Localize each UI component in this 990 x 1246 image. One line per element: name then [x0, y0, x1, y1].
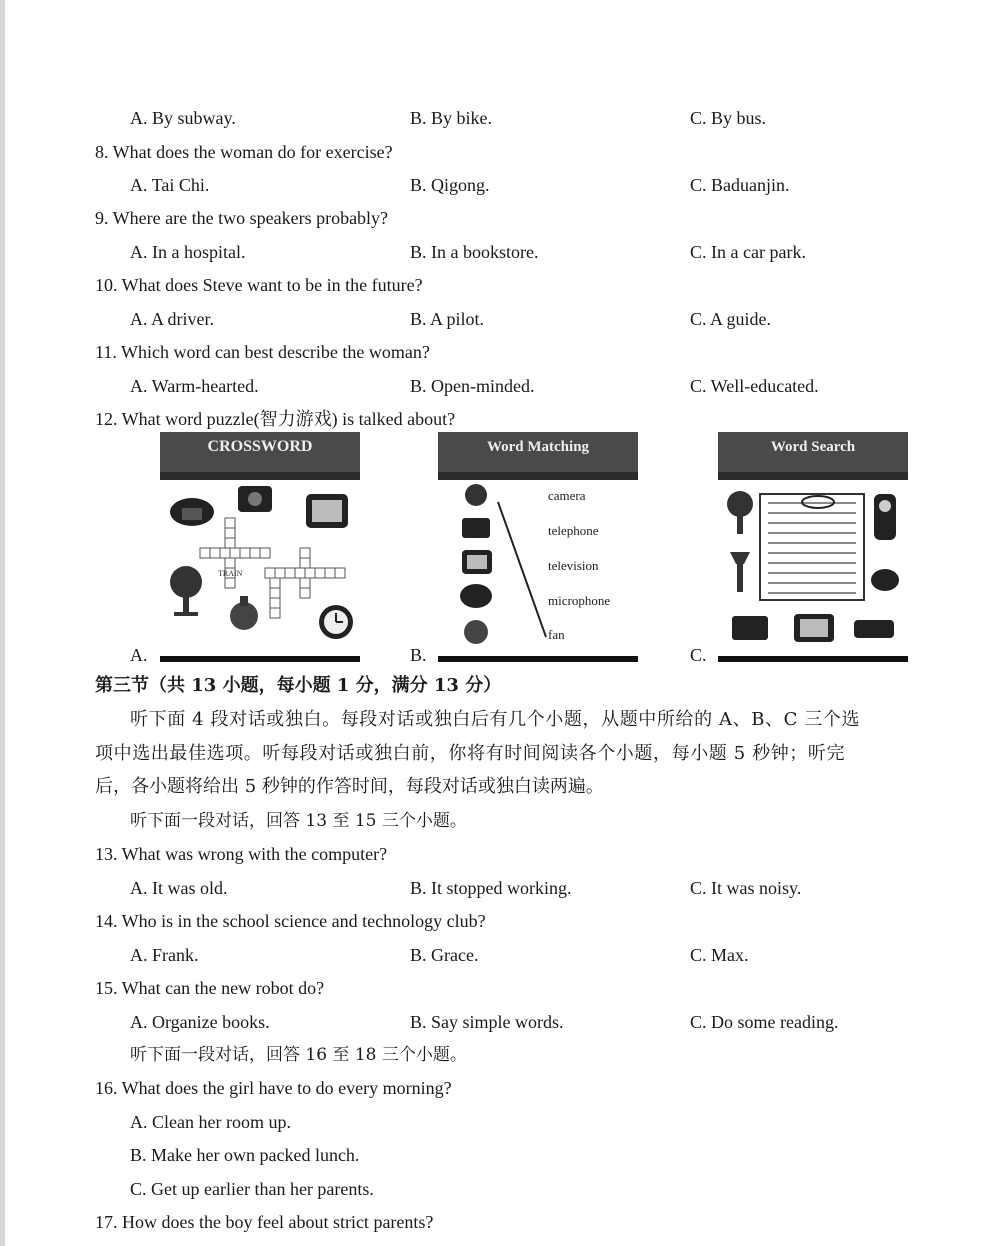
fan-icon [727, 491, 753, 534]
dialogue-instruction-2: 听下面一段对话，回答 16 至 18 三个小题。 [130, 1045, 467, 1065]
fan-icon [465, 484, 487, 506]
q12-question: 12. What word puzzle(智力游戏) is talked about? [95, 409, 456, 429]
q8-option-a: A. Tai Chi. [130, 175, 210, 195]
crossword-picture [160, 432, 360, 662]
clock-icon [319, 605, 353, 639]
microphone-icon [464, 620, 488, 644]
q11-option-a: A. Warm-hearted. [130, 376, 259, 396]
q16-option-a: A. Clean her room up. [130, 1112, 291, 1132]
fan-icon [170, 566, 202, 616]
q9-option-b: B. In a bookstore. [410, 242, 539, 262]
picture-a-label: A. [130, 645, 148, 665]
q9-option-a: A. In a hospital. [130, 242, 246, 262]
q17-question: 17. How does the boy feel about strict parents? [95, 1212, 434, 1232]
clock-icon [874, 494, 896, 540]
q13-option-c: C. It was noisy. [690, 878, 802, 898]
q7-option-b: B. By bike. [410, 108, 493, 128]
dialogue-instruction-1: 听下面一段对话，回答 13 至 15 三个小题。 [130, 811, 467, 831]
television-icon [306, 494, 348, 528]
telephone-icon [871, 569, 899, 591]
q14-question: 14. Who is in the school science and technology club? [95, 911, 486, 931]
q15-option-c: C. Do some reading. [690, 1012, 839, 1032]
television-icon [462, 550, 492, 574]
word-matching-title: Word Matching [486, 439, 590, 455]
phone-icon [854, 620, 894, 638]
instruction-line-2: 项中选出最佳选项。听每段对话或独白前，你将有时间阅读各个小题，每小题 5 秒钟；听完 [95, 743, 846, 764]
q9-question: 9. Where are the two speakers probably? [95, 208, 389, 228]
camera-icon [732, 616, 768, 640]
word-microphone: microphone [548, 593, 611, 608]
q7-option-c: C. By bus. [690, 108, 767, 128]
picture-c-label: C. [690, 645, 707, 665]
q9-option-c: C. In a car park. [690, 242, 806, 262]
picture-b-label: B. [410, 645, 427, 665]
microphone-icon [230, 596, 258, 630]
q15-option-a: A. Organize books. [130, 1012, 270, 1032]
q7-option-a: A. By subway. [130, 108, 236, 128]
q10-option-a: A. A driver. [130, 309, 214, 329]
crossword-title: CROSSWORD [207, 438, 313, 455]
crossword-word: TRAIN [218, 569, 243, 578]
q11-question: 11. Which word can best describe the woman? [95, 342, 430, 362]
word-fan: fan [548, 627, 565, 642]
telephone-icon [460, 584, 492, 608]
lamp-icon [730, 552, 750, 592]
q8-question: 8. What does the woman do for exercise? [95, 142, 393, 162]
q15-option-b: B. Say simple words. [410, 1012, 564, 1032]
q13-option-b: B. It stopped working. [410, 878, 572, 898]
q13-question: 13. What was wrong with the computer? [95, 844, 388, 864]
q10-option-b: B. A pilot. [410, 309, 485, 329]
page-edge [0, 0, 5, 1246]
word-search-title: Word Search [770, 439, 856, 455]
instruction-line-3: 后，各小题将给出 5 秒钟的作答时间，每段对话或独白读两遍。 [95, 776, 604, 797]
word-camera: camera [548, 488, 586, 503]
q11-option-b: B. Open-minded. [410, 376, 535, 396]
picture-b-baseline [438, 656, 638, 662]
phone-icon [462, 518, 490, 538]
phone-icon [238, 486, 272, 512]
television-icon [794, 614, 834, 642]
q10-option-c: C. A guide. [690, 309, 772, 329]
word-search-picture [718, 432, 908, 662]
q14-option-c: C. Max. [690, 945, 749, 965]
q16-option-c: C. Get up earlier than her parents. [130, 1179, 374, 1199]
q16-option-b: B. Make her own packed lunch. [130, 1145, 360, 1165]
picture-c-baseline [718, 656, 908, 662]
q11-option-c: C. Well-educated. [690, 376, 819, 396]
word-telephone: telephone [548, 523, 599, 538]
q15-question: 15. What can the new robot do? [95, 978, 325, 998]
q14-option-b: B. Grace. [410, 945, 479, 965]
telephone-icon [170, 498, 214, 526]
word-matching-picture [438, 432, 638, 662]
q8-option-b: B. Qigong. [410, 175, 490, 195]
q16-question: 16. What does the girl have to do every morning? [95, 1078, 452, 1098]
word-television: television [548, 558, 599, 573]
section-heading: 第三节（共 13 小题，每小题 1 分，满分 13 分） [95, 675, 502, 696]
picture-a-baseline [160, 656, 360, 662]
q10-question: 10. What does Steve want to be in the future? [95, 275, 423, 295]
q13-option-a: A. It was old. [130, 878, 228, 898]
instruction-line-1: 听下面 4 段对话或独白。每段对话或独白后有几个小题，从题中所给的 A、B、C 三个选 [130, 709, 861, 730]
q14-option-a: A. Frank. [130, 945, 199, 965]
q8-option-c: C. Baduanjin. [690, 175, 790, 195]
